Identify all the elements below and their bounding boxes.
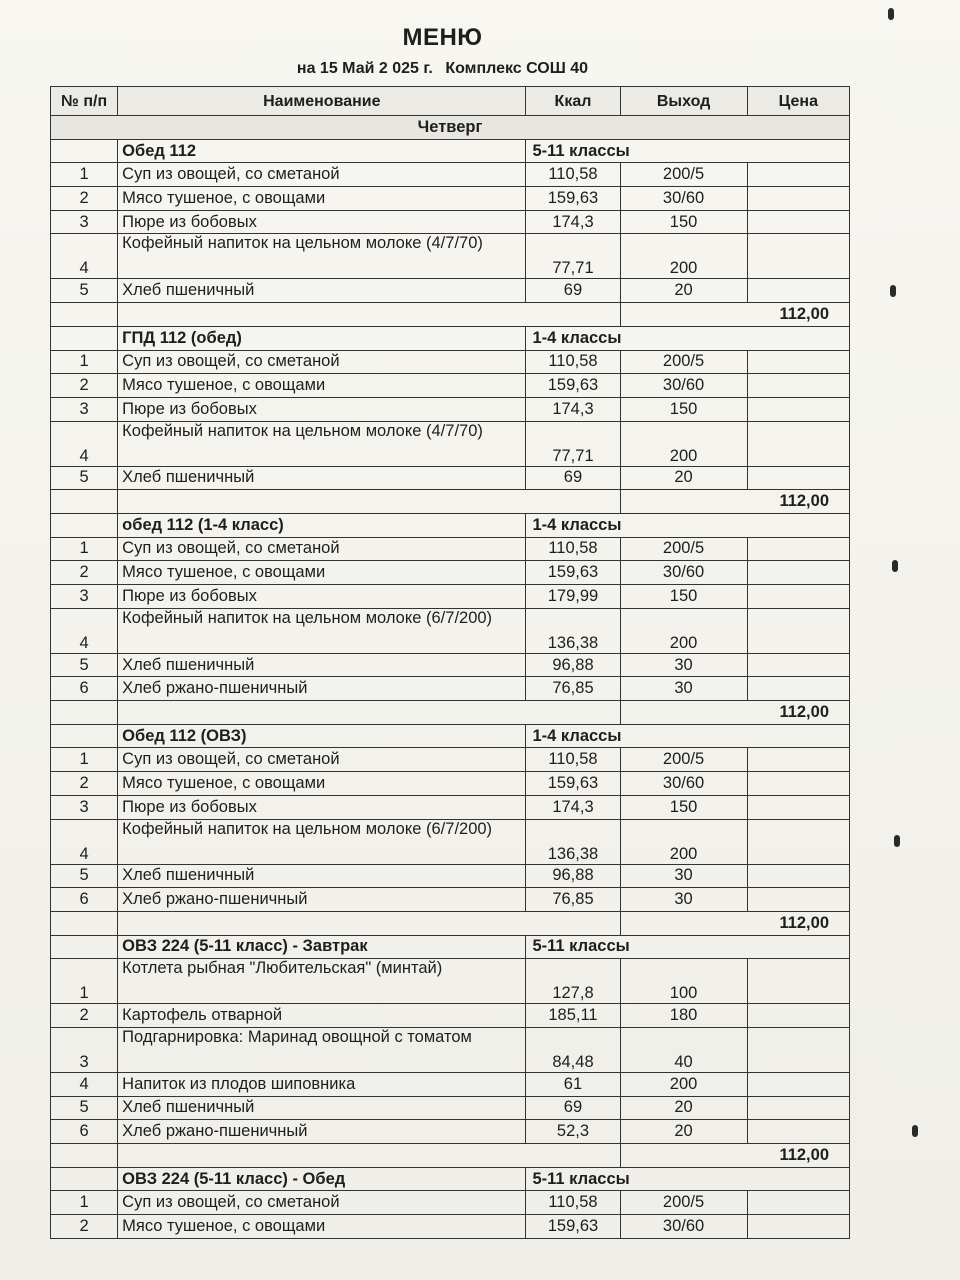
item-name: Пюре из бобовых (118, 210, 526, 234)
total-blank-cell (51, 911, 118, 935)
table-row (51, 561, 850, 585)
section-classes: 1-4 классы (526, 326, 850, 350)
item-price (747, 374, 849, 398)
item-output: 150 (620, 210, 747, 234)
table-row (51, 350, 850, 374)
table-row (51, 537, 850, 561)
item-kcal: 76,85 (526, 888, 620, 912)
item-price (747, 819, 849, 864)
day-label: Четверг (51, 116, 850, 140)
item-number: 1 (51, 350, 118, 374)
item-price (747, 959, 849, 1004)
item-price (747, 1027, 849, 1072)
item-output: 20 (620, 466, 747, 490)
item-output: 30/60 (620, 772, 747, 796)
item-name: Хлеб пшеничный (118, 653, 526, 677)
item-name: Картофель отварной (118, 1004, 526, 1028)
item-price (747, 608, 849, 653)
menu-table (50, 86, 850, 1239)
item-number: 3 (51, 585, 118, 609)
item-price (747, 795, 849, 819)
table-row (51, 1027, 850, 1072)
total-blank-cell (51, 701, 118, 725)
total-blank-cell (118, 911, 620, 935)
item-name: Котлета рыбная "Любительская" (минтай) (118, 959, 526, 1004)
item-output: 30 (620, 864, 747, 888)
item-kcal: 110,58 (526, 350, 620, 374)
section-total-price: 112,00 (620, 911, 850, 935)
item-kcal: 159,63 (526, 374, 620, 398)
item-kcal: 136,38 (526, 608, 620, 653)
punch-hole (912, 1125, 918, 1137)
item-output: 30/60 (620, 374, 747, 398)
item-price (747, 1004, 849, 1028)
item-kcal: 174,3 (526, 795, 620, 819)
col-header-kcal: Ккал (526, 87, 620, 116)
menu-body (51, 116, 850, 1239)
item-number: 3 (51, 210, 118, 234)
item-price (747, 888, 849, 912)
item-name: Кофейный напиток на цельном молоке (4/7/70) (118, 421, 526, 466)
item-price (747, 350, 849, 374)
table-row (51, 163, 850, 187)
item-output: 40 (620, 1027, 747, 1072)
item-output: 200/5 (620, 163, 747, 187)
item-kcal: 77,71 (526, 421, 620, 466)
section-number-cell (51, 1167, 118, 1191)
item-number: 4 (51, 421, 118, 466)
item-output: 200/5 (620, 1191, 747, 1215)
item-output: 200 (620, 608, 747, 653)
section-name: Обед 112 (ОВЗ) (118, 724, 526, 748)
item-number: 1 (51, 748, 118, 772)
item-name: Хлеб пшеничный (118, 279, 526, 303)
item-kcal: 127,8 (526, 959, 620, 1004)
item-number: 1 (51, 959, 118, 1004)
item-output: 30 (620, 888, 747, 912)
total-blank-cell (118, 490, 620, 514)
item-name: Пюре из бобовых (118, 585, 526, 609)
section-total-row (51, 1144, 850, 1168)
section-header-row (51, 326, 850, 350)
item-output: 200 (620, 819, 747, 864)
table-row (51, 234, 850, 279)
section-header-row (51, 139, 850, 163)
item-kcal: 110,58 (526, 537, 620, 561)
punch-hole (894, 835, 900, 847)
item-price (747, 653, 849, 677)
item-number: 4 (51, 608, 118, 653)
item-output: 150 (620, 397, 747, 421)
table-row (51, 1072, 850, 1096)
item-output: 20 (620, 1120, 747, 1144)
table-row (51, 187, 850, 211)
item-number: 1 (51, 163, 118, 187)
punch-hole (892, 560, 898, 572)
item-number: 2 (51, 772, 118, 796)
item-price (747, 864, 849, 888)
item-kcal: 136,38 (526, 819, 620, 864)
item-kcal: 110,58 (526, 748, 620, 772)
section-total-row (51, 490, 850, 514)
item-number: 5 (51, 466, 118, 490)
section-classes: 5-11 классы (526, 935, 850, 959)
item-name: Хлеб пшеничный (118, 466, 526, 490)
item-number: 4 (51, 819, 118, 864)
item-output: 200/5 (620, 748, 747, 772)
item-number: 1 (51, 1191, 118, 1215)
item-number: 5 (51, 864, 118, 888)
item-price (747, 585, 849, 609)
item-price (747, 1096, 849, 1120)
section-name: ОВЗ 224 (5-11 класс) - Обед (118, 1167, 526, 1191)
section-name: Обед 112 (118, 139, 526, 163)
item-kcal: 174,3 (526, 210, 620, 234)
section-total-price: 112,00 (620, 490, 850, 514)
item-price (747, 397, 849, 421)
item-number: 6 (51, 888, 118, 912)
item-name: Мясо тушеное, с овощами (118, 561, 526, 585)
item-kcal: 174,3 (526, 397, 620, 421)
section-classes: 1-4 классы (526, 724, 850, 748)
item-output: 150 (620, 585, 747, 609)
item-output: 200 (620, 421, 747, 466)
item-price (747, 772, 849, 796)
item-number: 5 (51, 653, 118, 677)
total-blank-cell (51, 1144, 118, 1168)
punch-hole (888, 8, 894, 20)
punch-hole (890, 285, 896, 297)
table-row (51, 466, 850, 490)
item-kcal: 84,48 (526, 1027, 620, 1072)
total-blank-cell (118, 1144, 620, 1168)
table-row (51, 1004, 850, 1028)
total-blank-cell (51, 303, 118, 327)
table-row (51, 772, 850, 796)
item-kcal: 159,63 (526, 561, 620, 585)
total-blank-cell (118, 701, 620, 725)
item-name: Мясо тушеное, с овощами (118, 374, 526, 398)
item-kcal: 159,63 (526, 187, 620, 211)
item-number: 2 (51, 1004, 118, 1028)
table-row (51, 421, 850, 466)
item-price (747, 466, 849, 490)
item-output: 20 (620, 279, 747, 303)
item-output: 200 (620, 234, 747, 279)
section-classes: 5-11 классы (526, 1167, 850, 1191)
item-name: Суп из овощей, со сметаной (118, 748, 526, 772)
table-row (51, 864, 850, 888)
table-row (51, 1120, 850, 1144)
item-kcal: 96,88 (526, 653, 620, 677)
section-name: ГПД 112 (обед) (118, 326, 526, 350)
item-output: 20 (620, 1096, 747, 1120)
item-price (747, 163, 849, 187)
section-classes: 1-4 классы (526, 513, 850, 537)
item-name: Кофейный напиток на цельном молоке (4/7/70) (118, 234, 526, 279)
item-output: 150 (620, 795, 747, 819)
item-price (747, 210, 849, 234)
item-number: 5 (51, 1096, 118, 1120)
item-kcal: 179,99 (526, 585, 620, 609)
section-header-row (51, 513, 850, 537)
section-number-cell (51, 935, 118, 959)
item-price (747, 187, 849, 211)
item-name: Суп из овощей, со сметаной (118, 163, 526, 187)
item-number: 3 (51, 795, 118, 819)
item-number: 6 (51, 1120, 118, 1144)
item-price (747, 1072, 849, 1096)
item-output: 30/60 (620, 1215, 747, 1239)
item-kcal: 61 (526, 1072, 620, 1096)
table-row (51, 374, 850, 398)
item-kcal: 76,85 (526, 677, 620, 701)
table-row (51, 1191, 850, 1215)
item-kcal: 110,58 (526, 1191, 620, 1215)
section-number-cell (51, 139, 118, 163)
item-kcal: 96,88 (526, 864, 620, 888)
item-output: 30 (620, 677, 747, 701)
item-number: 2 (51, 374, 118, 398)
item-output: 30 (620, 653, 747, 677)
page-title: МЕНЮ (402, 24, 483, 51)
section-header-row (51, 724, 850, 748)
section-total-price: 112,00 (620, 701, 850, 725)
item-kcal: 69 (526, 1096, 620, 1120)
complex-line: Комплекс СОШ 40 (445, 60, 589, 77)
item-kcal: 185,11 (526, 1004, 620, 1028)
table-row (51, 677, 850, 701)
section-total-price: 112,00 (620, 303, 850, 327)
item-name: Суп из овощей, со сметаной (118, 350, 526, 374)
item-kcal: 69 (526, 466, 620, 490)
item-kcal: 77,71 (526, 234, 620, 279)
table-row (51, 795, 850, 819)
item-output: 30/60 (620, 561, 747, 585)
item-name: Пюре из бобовых (118, 397, 526, 421)
total-blank-cell (51, 490, 118, 514)
item-name: Хлеб пшеничный (118, 1096, 526, 1120)
table-header-row (51, 87, 850, 116)
item-price (747, 1215, 849, 1239)
item-price (747, 1191, 849, 1215)
table-row (51, 397, 850, 421)
item-number: 2 (51, 561, 118, 585)
item-price (747, 279, 849, 303)
item-name: Пюре из бобовых (118, 795, 526, 819)
table-row (51, 653, 850, 677)
item-price (747, 421, 849, 466)
table-row (51, 210, 850, 234)
item-name: Хлеб ржано-пшеничный (118, 888, 526, 912)
item-kcal: 159,63 (526, 1215, 620, 1239)
item-price (747, 1120, 849, 1144)
item-number: 6 (51, 677, 118, 701)
item-output: 200/5 (620, 350, 747, 374)
item-number: 2 (51, 187, 118, 211)
table-row (51, 888, 850, 912)
col-header-output: Выход (620, 87, 747, 116)
item-number: 4 (51, 234, 118, 279)
item-price (747, 748, 849, 772)
section-header-row (51, 1167, 850, 1191)
col-header-price: Цена (747, 87, 849, 116)
item-name: Напиток из плодов шиповника (118, 1072, 526, 1096)
item-name: Хлеб ржано-пшеничный (118, 677, 526, 701)
section-classes: 5-11 классы (526, 139, 850, 163)
table-row (51, 1096, 850, 1120)
item-kcal: 69 (526, 279, 620, 303)
section-number-cell (51, 326, 118, 350)
item-name: Кофейный напиток на цельном молоке (6/7/200) (118, 819, 526, 864)
section-total-row (51, 303, 850, 327)
item-kcal: 159,63 (526, 772, 620, 796)
item-price (747, 537, 849, 561)
item-name: Мясо тушеное, с овощами (118, 187, 526, 211)
section-name: ОВЗ 224 (5-11 класс) - Завтрак (118, 935, 526, 959)
item-number: 3 (51, 397, 118, 421)
item-name: Мясо тушеное, с овощами (118, 772, 526, 796)
table-row (51, 585, 850, 609)
col-header-name: Наименование (118, 87, 526, 116)
item-name: Хлеб пшеничный (118, 864, 526, 888)
table-row (51, 959, 850, 1004)
item-price (747, 234, 849, 279)
item-output: 30/60 (620, 187, 747, 211)
item-kcal: 110,58 (526, 163, 620, 187)
item-price (747, 677, 849, 701)
item-number: 1 (51, 537, 118, 561)
section-total-price: 112,00 (620, 1144, 850, 1168)
section-header-row (51, 935, 850, 959)
section-number-cell (51, 513, 118, 537)
table-row (51, 819, 850, 864)
table-row (51, 1215, 850, 1239)
item-name: Суп из овощей, со сметаной (118, 537, 526, 561)
page-subtitle (0, 60, 885, 78)
item-name: Мясо тушеное, с овощами (118, 1215, 526, 1239)
table-row (51, 279, 850, 303)
day-row (51, 116, 850, 140)
item-kcal: 52,3 (526, 1120, 620, 1144)
col-header-number: № п/п (51, 87, 118, 116)
table-row (51, 608, 850, 653)
item-output: 200/5 (620, 537, 747, 561)
item-number: 3 (51, 1027, 118, 1072)
item-number: 2 (51, 1215, 118, 1239)
item-name: Суп из овощей, со сметаной (118, 1191, 526, 1215)
table-row (51, 748, 850, 772)
punch-holes (880, 0, 960, 1280)
item-output: 200 (620, 1072, 747, 1096)
item-name: Хлеб ржано-пшеничный (118, 1120, 526, 1144)
section-total-row (51, 701, 850, 725)
section-name: обед 112 (1-4 класс) (118, 513, 526, 537)
item-output: 180 (620, 1004, 747, 1028)
item-number: 4 (51, 1072, 118, 1096)
section-number-cell (51, 724, 118, 748)
section-total-row (51, 911, 850, 935)
item-output: 100 (620, 959, 747, 1004)
item-number: 5 (51, 279, 118, 303)
date-line: на 15 Май 2 025 г. (296, 60, 433, 77)
item-name: Подгарнировка: Маринад овощной с томатом (118, 1027, 526, 1072)
item-name: Кофейный напиток на цельном молоке (6/7/200) (118, 608, 526, 653)
item-price (747, 561, 849, 585)
total-blank-cell (118, 303, 620, 327)
